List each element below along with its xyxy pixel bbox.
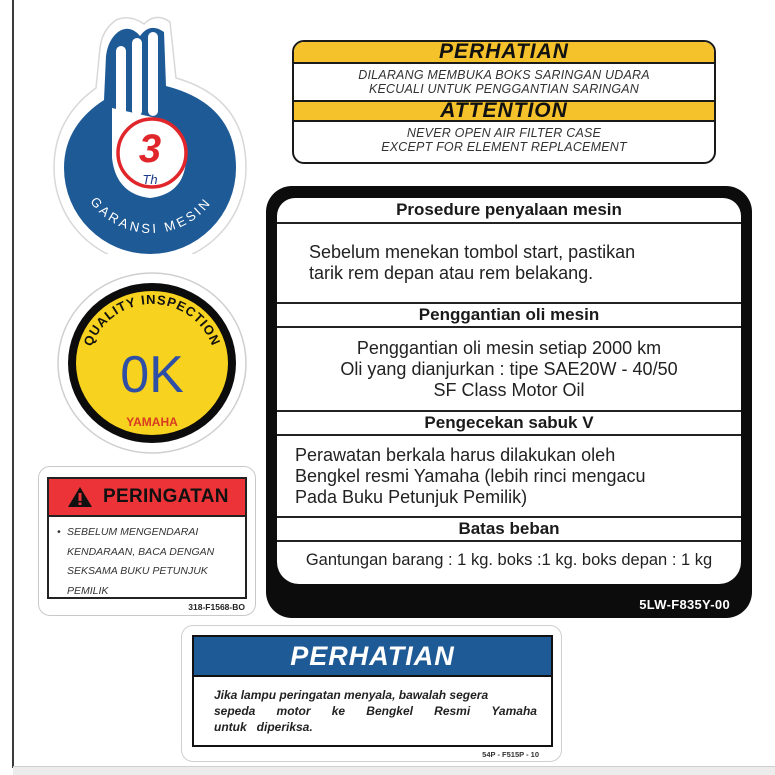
peringatan-text: • SEBELUM MENGENDARAI KENDARAAN, BACA DENGAN SEKSAMA BUKU PETUNJUK PEMILIK	[57, 526, 215, 597]
peringatan-title: PERINGATAN	[103, 486, 229, 507]
quality-inspection-badge	[54, 268, 250, 458]
section-header-v-belt: Pengecekan sabuk V	[277, 410, 741, 436]
part-code: 5LW-F835Y-00	[639, 597, 730, 612]
years-suffix: Th	[142, 172, 158, 187]
garansi-arc-text: GARANSI MESIN	[87, 193, 215, 237]
warning-lamp-sticker	[181, 625, 562, 762]
hand-three-fingers-icon	[46, 8, 252, 254]
section-header-start-procedure: Prosedure penyalaan mesin	[277, 198, 741, 224]
warning-lamp-text: Jika lampu peringatan menyala, bawalah segera sepeda motor ke Bengkel Resmi Yamaha untuk diperiksa.	[214, 688, 537, 734]
section-header-oil-change: Penggantian oli mesin	[277, 302, 741, 328]
left-border-line	[12, 0, 14, 768]
bottom-border-strip	[13, 766, 775, 775]
part-code: 54P - F515P - 10	[482, 750, 539, 759]
section-body-v-belt: Perawatan berkala harus dilakukan oleh Bengkel resmi Yamaha (lebih rinci mengacu Pada Buku Petunjuk Pemilik)	[295, 444, 646, 507]
section-body-load-limit: Gantungan barang : 1 kg. boks :1 kg. boks depan : 1 kg	[305, 550, 713, 569]
peringatan-header	[49, 479, 245, 517]
air-filter-attention-sticker	[292, 40, 716, 164]
part-code: 318-F1568-BO	[188, 602, 245, 612]
engine-procedure-sticker	[266, 186, 752, 618]
yamaha-text: YAMAHA	[126, 415, 178, 429]
garansi-mesin-badge	[46, 8, 252, 254]
english-warning-text: NEVER OPEN AIR FILTER CASE EXCEPT FOR ELEMENT REPLACEMENT	[381, 126, 627, 154]
ok-text: 0K	[120, 346, 184, 404]
section-body-start-procedure: Sebelum menekan tombol start, pastikan tarik rem depan atau rem belakang.	[309, 242, 636, 283]
perhatian-header: PERHATIAN	[194, 637, 551, 677]
warning-triangle-icon	[67, 486, 93, 508]
attention-header: ATTENTION	[294, 100, 714, 122]
section-body-oil-change: Penggantian oli mesin setiap 2000 km Oli yang dianjurkan : tipe SAE20W - 40/50 SF Class Motor Oil	[340, 337, 678, 400]
section-header-load-limit: Batas beban	[277, 516, 741, 542]
peringatan-sticker	[38, 466, 256, 616]
years-number: 3	[138, 127, 162, 171]
indonesian-warning-text: DILARANG MEMBUKA BOKS SARINGAN UDARA KECUALI UNTUK PENGGANTIAN SARINGAN	[358, 68, 650, 96]
quality-arc-text: QUALITY INSPECTION	[80, 291, 224, 349]
perhatian-header: PERHATIAN	[294, 42, 714, 64]
